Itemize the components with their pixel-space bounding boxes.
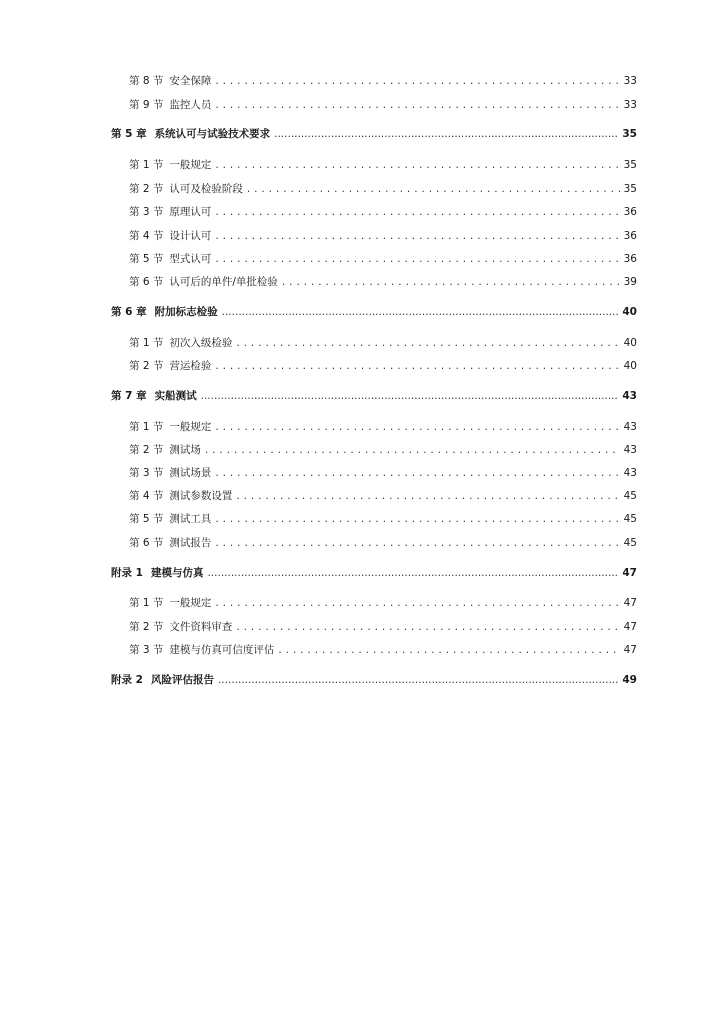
toc-section-entry[interactable] bbox=[129, 642, 637, 658]
entry-label bbox=[129, 73, 211, 89]
entry-number: 第 6 节 bbox=[129, 537, 164, 549]
dot-leader bbox=[274, 126, 618, 142]
entry-page-number: 45 bbox=[623, 513, 637, 525]
entry-label bbox=[129, 535, 211, 551]
dot-leader bbox=[247, 181, 620, 197]
entry-page-number: 47 bbox=[623, 621, 637, 633]
entry-number: 第 2 节 bbox=[129, 183, 164, 195]
entry-title: 认可及检验阶段 bbox=[169, 183, 243, 195]
entry-label bbox=[129, 228, 211, 244]
dot-leader bbox=[215, 535, 619, 551]
toc-section-entry[interactable] bbox=[129, 442, 637, 458]
entry-label bbox=[129, 335, 232, 351]
entry-page-number: 40 bbox=[623, 360, 637, 372]
dot-leader bbox=[236, 488, 619, 504]
dot-leader bbox=[215, 511, 619, 527]
entry-title: 安全保障 bbox=[169, 75, 212, 87]
entry-page-number: 43 bbox=[623, 421, 637, 433]
entry-title: 风险评估报告 bbox=[150, 674, 214, 686]
entry-label bbox=[129, 181, 243, 197]
entry-page-number: 35 bbox=[623, 183, 637, 195]
entry-title: 认可后的单件/单批检验 bbox=[169, 276, 278, 288]
entry-page-number: 35 bbox=[622, 128, 637, 140]
dot-leader bbox=[215, 358, 619, 374]
toc-section-entry[interactable] bbox=[129, 97, 637, 113]
entry-title: 文件资料审查 bbox=[169, 621, 233, 633]
entry-title: 测试场景 bbox=[169, 467, 212, 479]
dot-leader bbox=[215, 465, 619, 481]
entry-page-number: 33 bbox=[623, 99, 637, 111]
entry-number: 附录 2 bbox=[111, 674, 143, 686]
entry-title: 原理认可 bbox=[169, 206, 212, 218]
entry-number: 第 4 节 bbox=[129, 230, 164, 242]
dot-leader bbox=[236, 619, 619, 635]
toc-chapter-entry[interactable] bbox=[111, 304, 637, 320]
entry-number: 第 3 节 bbox=[129, 644, 164, 656]
entry-number: 第 9 节 bbox=[129, 99, 164, 111]
entry-title: 营运检验 bbox=[169, 360, 212, 372]
dot-leader bbox=[201, 388, 619, 404]
entry-number: 第 5 节 bbox=[129, 513, 164, 525]
entry-number: 第 4 节 bbox=[129, 490, 164, 502]
entry-number: 第 2 节 bbox=[129, 621, 164, 633]
dot-leader bbox=[205, 442, 620, 458]
entry-label bbox=[129, 251, 211, 267]
entry-page-number: 49 bbox=[622, 674, 637, 686]
dot-leader bbox=[215, 228, 619, 244]
entry-page-number: 43 bbox=[623, 444, 637, 456]
entry-label bbox=[129, 419, 211, 435]
entry-page-number: 43 bbox=[623, 467, 637, 479]
dot-leader bbox=[282, 274, 620, 290]
entry-number: 第 7 章 bbox=[111, 390, 147, 402]
entry-page-number: 39 bbox=[623, 276, 637, 288]
entry-page-number: 43 bbox=[622, 390, 637, 402]
entry-number: 附录 1 bbox=[111, 567, 143, 579]
entry-title: 初次入级检验 bbox=[169, 337, 233, 349]
toc-section-entry[interactable] bbox=[129, 465, 637, 481]
entry-page-number: 45 bbox=[623, 490, 637, 502]
entry-label bbox=[129, 488, 232, 504]
entry-page-number: 40 bbox=[623, 337, 637, 349]
entry-label bbox=[111, 565, 203, 581]
entry-title: 实船测试 bbox=[154, 390, 197, 402]
entry-number: 第 1 节 bbox=[129, 597, 164, 609]
dot-leader bbox=[215, 73, 619, 89]
entry-label bbox=[129, 157, 211, 173]
toc-section-entry[interactable] bbox=[129, 204, 637, 220]
toc-section-entry[interactable] bbox=[129, 73, 637, 89]
entry-title: 一般规定 bbox=[169, 159, 212, 171]
entry-label bbox=[129, 642, 274, 658]
dot-leader bbox=[218, 672, 618, 688]
entry-title: 一般规定 bbox=[169, 597, 212, 609]
toc-chapter-entry[interactable] bbox=[111, 565, 637, 581]
entry-number: 第 6 节 bbox=[129, 276, 164, 288]
toc-section-entry[interactable] bbox=[129, 228, 637, 244]
entry-label bbox=[129, 204, 211, 220]
toc-section-entry[interactable] bbox=[129, 595, 637, 611]
toc-section-entry[interactable] bbox=[129, 358, 637, 374]
dot-leader bbox=[207, 565, 618, 581]
entry-number: 第 5 章 bbox=[111, 128, 147, 140]
entry-page-number: 36 bbox=[623, 206, 637, 218]
entry-title: 测试工具 bbox=[169, 513, 212, 525]
entry-title: 监控人员 bbox=[169, 99, 212, 111]
entry-page-number: 47 bbox=[622, 567, 637, 579]
dot-leader bbox=[215, 419, 619, 435]
entry-page-number: 40 bbox=[622, 306, 637, 318]
entry-title: 建模与仿真 bbox=[150, 567, 204, 579]
entry-label bbox=[129, 511, 211, 527]
entry-page-number: 33 bbox=[623, 75, 637, 87]
entry-label bbox=[129, 465, 211, 481]
entry-title: 设计认可 bbox=[169, 230, 212, 242]
entry-number: 第 5 节 bbox=[129, 253, 164, 265]
entry-page-number: 35 bbox=[623, 159, 637, 171]
toc-section-entry[interactable] bbox=[129, 335, 637, 351]
dot-leader bbox=[215, 251, 619, 267]
entry-page-number: 36 bbox=[623, 230, 637, 242]
toc-section-entry[interactable] bbox=[129, 157, 637, 173]
entry-number: 第 3 节 bbox=[129, 206, 164, 218]
entry-number: 第 8 节 bbox=[129, 75, 164, 87]
dot-leader bbox=[236, 335, 619, 351]
toc-section-entry[interactable] bbox=[129, 511, 637, 527]
entry-number: 第 2 节 bbox=[129, 444, 164, 456]
entry-label bbox=[129, 595, 211, 611]
toc-chapter-entry[interactable] bbox=[111, 126, 637, 142]
entry-title: 一般规定 bbox=[169, 421, 212, 433]
toc-chapter-entry[interactable] bbox=[111, 388, 637, 404]
entry-page-number: 47 bbox=[623, 597, 637, 609]
entry-label bbox=[129, 274, 278, 290]
entry-label bbox=[129, 358, 211, 374]
entry-label bbox=[111, 388, 197, 404]
entry-title: 测试场 bbox=[169, 444, 201, 456]
toc-section-entry[interactable] bbox=[129, 619, 637, 635]
entry-number: 第 1 节 bbox=[129, 421, 164, 433]
entry-title: 测试参数设置 bbox=[169, 490, 233, 502]
entry-page-number: 36 bbox=[623, 253, 637, 265]
toc-section-entry[interactable] bbox=[129, 274, 637, 290]
toc-section-entry[interactable] bbox=[129, 181, 637, 197]
dot-leader bbox=[215, 157, 619, 173]
entry-title: 型式认可 bbox=[169, 253, 212, 265]
toc-section-entry[interactable] bbox=[129, 251, 637, 267]
entry-number: 第 6 章 bbox=[111, 306, 147, 318]
dot-leader bbox=[278, 642, 619, 658]
toc-chapter-entry[interactable] bbox=[111, 672, 637, 688]
toc-section-entry[interactable] bbox=[129, 488, 637, 504]
toc-section-entry[interactable] bbox=[129, 535, 637, 551]
entry-page-number: 47 bbox=[623, 644, 637, 656]
entry-title: 附加标志检验 bbox=[154, 306, 218, 318]
dot-leader bbox=[222, 304, 619, 320]
entry-title: 测试报告 bbox=[169, 537, 212, 549]
entry-label bbox=[111, 304, 218, 320]
entry-label bbox=[111, 126, 270, 142]
entry-number: 第 1 节 bbox=[129, 159, 164, 171]
entry-number: 第 1 节 bbox=[129, 337, 164, 349]
dot-leader bbox=[215, 97, 619, 113]
entry-title: 建模与仿真可信度评估 bbox=[169, 644, 275, 656]
entry-number: 第 2 节 bbox=[129, 360, 164, 372]
entry-number: 第 3 节 bbox=[129, 467, 164, 479]
dot-leader bbox=[215, 595, 619, 611]
entry-page-number: 45 bbox=[623, 537, 637, 549]
entry-label bbox=[129, 619, 232, 635]
dot-leader bbox=[215, 204, 619, 220]
entry-label bbox=[111, 672, 214, 688]
entry-title: 系统认可与试验技术要求 bbox=[154, 128, 271, 140]
entry-label bbox=[129, 442, 201, 458]
toc-section-entry[interactable] bbox=[129, 419, 637, 435]
entry-label bbox=[129, 97, 211, 113]
